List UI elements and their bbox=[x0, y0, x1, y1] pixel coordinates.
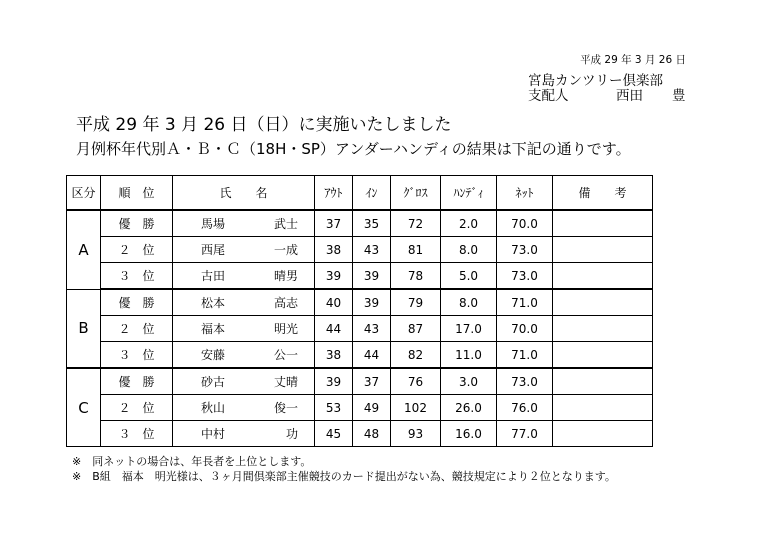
header-row bbox=[67, 176, 653, 211]
remarks-cell bbox=[553, 289, 653, 316]
given-name: 俊一 bbox=[273, 401, 298, 415]
document-date: 平成 29 年 3 月 26 日 bbox=[580, 54, 686, 66]
gross-cell: 82 bbox=[391, 342, 441, 369]
col-rank: 順 位 bbox=[101, 176, 173, 211]
name-cell bbox=[173, 289, 315, 316]
note-2: ※ B組 福本 明光様は、３ヶ月間倶楽部主催競技のカード提出がない為、競技規定により２位となります。 bbox=[72, 470, 616, 483]
gross-cell: 72 bbox=[391, 210, 441, 237]
rank-cell: ３ 位 bbox=[101, 263, 173, 290]
name-cell bbox=[173, 395, 315, 421]
in-cell: 43 bbox=[353, 316, 391, 342]
rank-cell: ２ 位 bbox=[101, 316, 173, 342]
col-remarks: 備 考 bbox=[553, 176, 653, 211]
name-cell bbox=[173, 342, 315, 369]
out-cell: 45 bbox=[315, 421, 353, 447]
handicap-cell: 5.0 bbox=[441, 263, 497, 290]
remarks-cell bbox=[553, 421, 653, 447]
note-1: ※ 同ネットの場合は、年長者を上位とします。 bbox=[72, 455, 312, 468]
surname: 砂古 bbox=[201, 375, 226, 389]
representative-surname: 西田 bbox=[616, 88, 643, 104]
remarks-cell bbox=[553, 237, 653, 263]
name-cell bbox=[173, 210, 315, 237]
gross-cell: 102 bbox=[391, 395, 441, 421]
surname: 安藤 bbox=[201, 348, 226, 362]
results-table bbox=[66, 175, 653, 447]
net-cell: 73.0 bbox=[497, 263, 553, 290]
net-cell: 71.0 bbox=[497, 342, 553, 369]
col-gross: ｸﾞﾛｽ bbox=[391, 176, 441, 211]
remarks-cell bbox=[553, 342, 653, 369]
net-cell: 70.0 bbox=[497, 210, 553, 237]
in-cell: 49 bbox=[353, 395, 391, 421]
handicap-cell: 8.0 bbox=[441, 237, 497, 263]
out-cell: 44 bbox=[315, 316, 353, 342]
representative-title: 支配人 bbox=[528, 88, 569, 104]
net-cell: 70.0 bbox=[497, 316, 553, 342]
table-row bbox=[67, 316, 653, 342]
in-cell: 43 bbox=[353, 237, 391, 263]
organization-name: 宮島カンツリー倶楽部 bbox=[528, 73, 663, 89]
out-cell: 38 bbox=[315, 342, 353, 369]
in-cell: 39 bbox=[353, 263, 391, 290]
out-cell: 40 bbox=[315, 289, 353, 316]
handicap-cell: 17.0 bbox=[441, 316, 497, 342]
surname: 中村 bbox=[201, 427, 226, 441]
page-title: 平成 29 年 3 月 26 日（日）に実施いたしました bbox=[76, 115, 452, 135]
division-cell: C bbox=[67, 368, 101, 447]
table-row bbox=[67, 421, 653, 447]
col-name: 氏 名 bbox=[173, 176, 315, 211]
in-cell: 37 bbox=[353, 368, 391, 395]
table-row bbox=[67, 237, 653, 263]
handicap-cell: 8.0 bbox=[441, 289, 497, 316]
net-cell: 71.0 bbox=[497, 289, 553, 316]
division-cell: B bbox=[67, 289, 101, 368]
out-cell: 38 bbox=[315, 237, 353, 263]
remarks-cell bbox=[553, 316, 653, 342]
table-row bbox=[67, 210, 653, 237]
net-cell: 77.0 bbox=[497, 421, 553, 447]
given-name: 公一 bbox=[273, 348, 298, 362]
name-cell bbox=[173, 368, 315, 395]
name-cell bbox=[173, 263, 315, 290]
table-row bbox=[67, 289, 653, 316]
division-cell: A bbox=[67, 210, 101, 289]
net-cell: 73.0 bbox=[497, 237, 553, 263]
handicap-cell: 2.0 bbox=[441, 210, 497, 237]
table-row bbox=[67, 263, 653, 290]
gross-cell: 78 bbox=[391, 263, 441, 290]
handicap-cell: 3.0 bbox=[441, 368, 497, 395]
out-cell: 39 bbox=[315, 263, 353, 290]
representative bbox=[528, 89, 686, 104]
given-name: 功 bbox=[285, 427, 298, 441]
col-in: ｲﾝ bbox=[353, 176, 391, 211]
table-row bbox=[67, 342, 653, 369]
name-cell bbox=[173, 421, 315, 447]
rank-cell: 優 勝 bbox=[101, 289, 173, 316]
table-row bbox=[67, 368, 653, 395]
rank-cell: 優 勝 bbox=[101, 368, 173, 395]
given-name: 一成 bbox=[273, 243, 298, 257]
rank-cell: ３ 位 bbox=[101, 421, 173, 447]
given-name: 晴男 bbox=[273, 269, 298, 283]
remarks-cell bbox=[553, 263, 653, 290]
gross-cell: 79 bbox=[391, 289, 441, 316]
gross-cell: 81 bbox=[391, 237, 441, 263]
rank-cell: ３ 位 bbox=[101, 342, 173, 369]
surname: 西尾 bbox=[201, 243, 226, 257]
surname: 秋山 bbox=[201, 401, 226, 415]
given-name: 武士 bbox=[273, 217, 298, 231]
name-cell bbox=[173, 316, 315, 342]
given-name: 明光 bbox=[273, 322, 298, 336]
net-cell: 73.0 bbox=[497, 368, 553, 395]
net-cell: 76.0 bbox=[497, 395, 553, 421]
table-row bbox=[67, 395, 653, 421]
given-name: 丈晴 bbox=[273, 375, 298, 389]
col-handicap: ﾊﾝﾃﾞｨ bbox=[441, 176, 497, 211]
gross-cell: 76 bbox=[391, 368, 441, 395]
in-cell: 44 bbox=[353, 342, 391, 369]
col-division: 区分 bbox=[67, 176, 101, 211]
remarks-cell bbox=[553, 395, 653, 421]
out-cell: 37 bbox=[315, 210, 353, 237]
gross-cell: 93 bbox=[391, 421, 441, 447]
surname: 馬場 bbox=[201, 217, 226, 231]
rank-cell: ２ 位 bbox=[101, 395, 173, 421]
handicap-cell: 26.0 bbox=[441, 395, 497, 421]
surname: 松本 bbox=[201, 296, 226, 310]
handicap-cell: 16.0 bbox=[441, 421, 497, 447]
out-cell: 39 bbox=[315, 368, 353, 395]
rank-cell: 優 勝 bbox=[101, 210, 173, 237]
notes bbox=[72, 454, 616, 484]
col-out: ｱｳﾄ bbox=[315, 176, 353, 211]
gross-cell: 87 bbox=[391, 316, 441, 342]
surname: 古田 bbox=[201, 269, 226, 283]
handicap-cell: 11.0 bbox=[441, 342, 497, 369]
organization-block bbox=[528, 74, 686, 104]
col-net: ﾈｯﾄ bbox=[497, 176, 553, 211]
page-subtitle: 月例杯年代別Ａ・Ｂ・Ｃ（18H・SP）アンダーハンディの結果は下記の通りです。 bbox=[76, 140, 631, 158]
name-cell bbox=[173, 237, 315, 263]
in-cell: 48 bbox=[353, 421, 391, 447]
out-cell: 53 bbox=[315, 395, 353, 421]
representative-given: 豊 bbox=[672, 88, 686, 104]
remarks-cell bbox=[553, 210, 653, 237]
remarks-cell bbox=[553, 368, 653, 395]
in-cell: 35 bbox=[353, 210, 391, 237]
rank-cell: ２ 位 bbox=[101, 237, 173, 263]
given-name: 高志 bbox=[273, 296, 298, 310]
surname: 福本 bbox=[201, 322, 226, 336]
in-cell: 39 bbox=[353, 289, 391, 316]
